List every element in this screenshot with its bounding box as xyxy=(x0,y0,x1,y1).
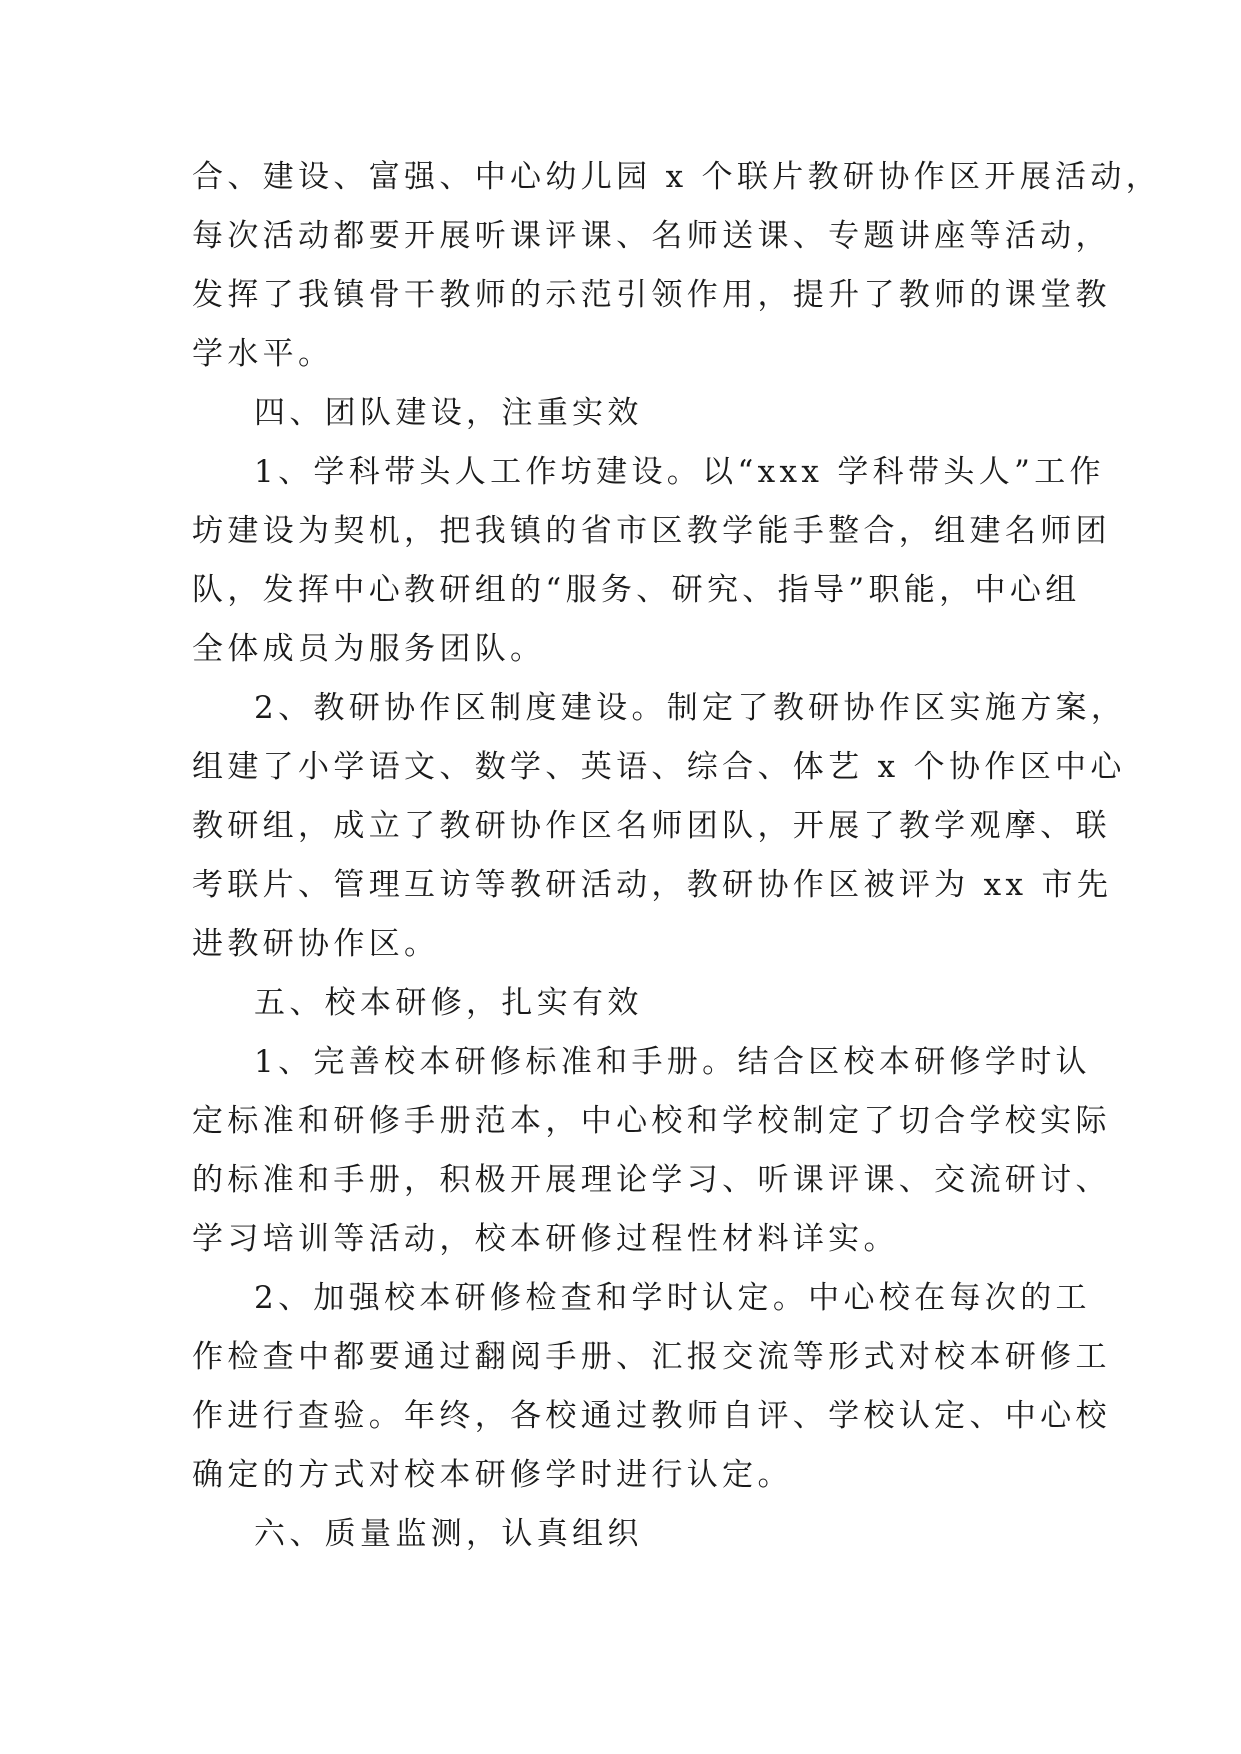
document-body xyxy=(192,148,1162,1564)
text-line: 发挥了我镇骨干教师的示范引领作用，提升了教师的课堂教 xyxy=(192,277,1111,313)
text-line: 每次活动都要开展听课评课、名师送课、专题讲座等活动， xyxy=(192,218,1111,254)
section-heading: 五、校本研修，扎实有效 xyxy=(254,985,643,1021)
text-line: 进教研协作区。 xyxy=(192,926,440,962)
text-line: 确定的方式对校本研修学时进行认定。 xyxy=(192,1457,793,1493)
text-line: 学习培训等活动，校本研修过程性材料详实。 xyxy=(192,1221,899,1257)
section-heading: 四、团队建设，注重实效 xyxy=(254,395,643,431)
text-line: 1、学科带头人工作坊建设。以“xxx 学科带头人”工作 xyxy=(254,454,1105,490)
text-line: 组建了小学语文、数学、英语、综合、体艺 x 个协作区中心 xyxy=(192,749,1126,785)
text-line: 坊建设为契机，把我镇的省市区教学能手整合，组建名师团 xyxy=(192,513,1111,549)
section-heading: 六、质量监测，认真组织 xyxy=(254,1516,643,1552)
text-line: 作进行查验。年终，各校通过教师自评、学校认定、中心校 xyxy=(192,1398,1111,1434)
text-line: 2、教研协作区制度建设。制定了教研协作区实施方案， xyxy=(254,690,1127,726)
text-line: 队，发挥中心教研组的“服务、研究、指导”职能，中心组 xyxy=(192,572,1081,608)
text-line: 作检查中都要通过翻阅手册、汇报交流等形式对校本研修工 xyxy=(192,1339,1111,1375)
text-line: 教研组，成立了教研协作区名师团队，开展了教学观摩、联 xyxy=(192,808,1111,844)
text-line: 合、建设、富强、中心幼儿园 x 个联片教研协作区开展活动， xyxy=(192,159,1162,195)
text-line: 考联片、管理互访等教研活动，教研协作区被评为 xx 市先 xyxy=(192,867,1113,903)
text-line: 定标准和研修手册范本，中心校和学校制定了切合学校实际 xyxy=(192,1103,1111,1139)
text-line: 全体成员为服务团队。 xyxy=(192,631,546,667)
text-line: 学水平。 xyxy=(192,336,334,372)
text-line: 的标准和手册，积极开展理论学习、听课评课、交流研讨、 xyxy=(192,1162,1111,1198)
text-line: 1、完善校本研修标准和手册。结合区校本研修学时认 xyxy=(254,1044,1091,1080)
text-line: 2、加强校本研修检查和学时认定。中心校在每次的工 xyxy=(254,1280,1091,1316)
